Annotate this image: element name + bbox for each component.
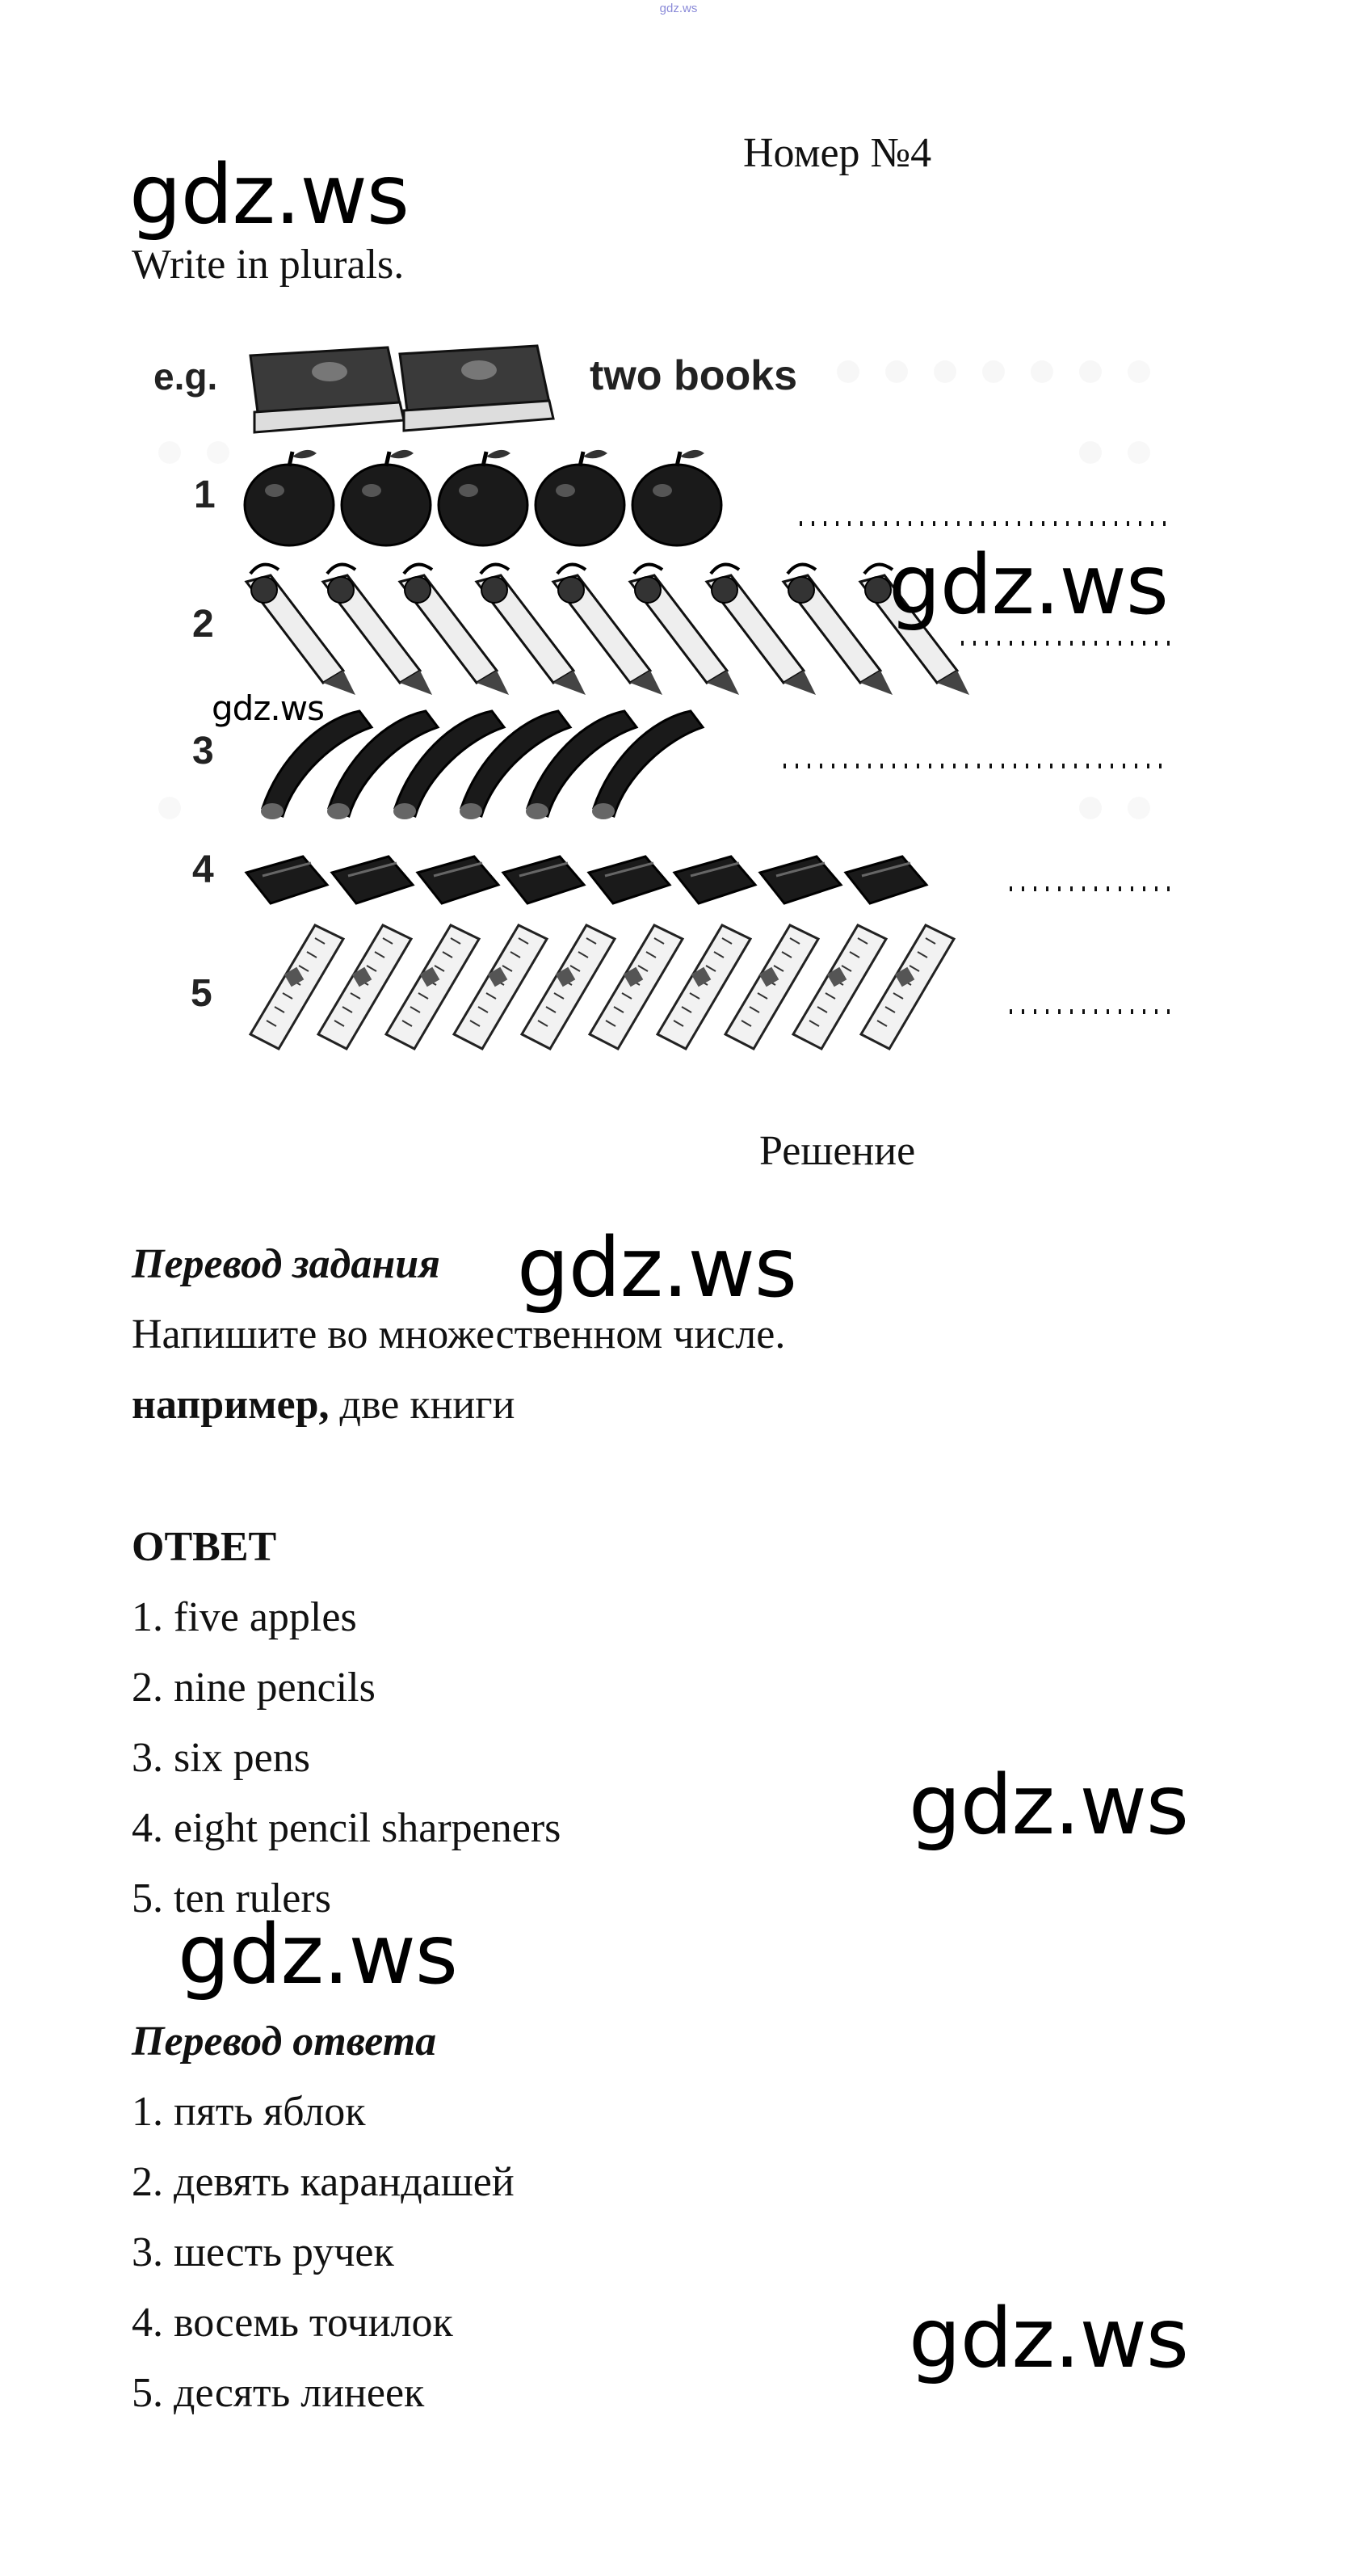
answer-line: 1. five apples bbox=[132, 1594, 357, 1640]
translation-text: Напишите во множественном числе. bbox=[132, 1311, 786, 1357]
answer-translation-line: 1. пять яблок bbox=[132, 2089, 366, 2135]
answer-heading: ОТВЕТ bbox=[132, 1524, 277, 1570]
answer-line: 3. six pens bbox=[132, 1735, 310, 1781]
book-icon bbox=[250, 347, 404, 432]
site-mark: gdz.ws bbox=[659, 2, 698, 15]
row-number-2: 2 bbox=[192, 603, 214, 646]
watermark: gdz.ws bbox=[909, 2291, 1189, 2387]
answer-line: 4. eight pencil sharpeners bbox=[132, 1805, 561, 1851]
sharpener-icon bbox=[589, 857, 670, 903]
example-label: e.g. bbox=[153, 356, 218, 398]
rulers-row bbox=[250, 925, 954, 1049]
sharpener-icon bbox=[418, 857, 498, 903]
apple-icon bbox=[342, 450, 431, 545]
answer-line: 2. nine pencils bbox=[132, 1665, 376, 1711]
watermark: gdz.ws bbox=[517, 1220, 797, 1316]
sharpener-icon bbox=[332, 857, 413, 903]
example-translation bbox=[132, 1381, 515, 1429]
answer-translation-line: 2. девять карандашей bbox=[132, 2159, 515, 2205]
solution-heading: Решение bbox=[759, 1128, 916, 1174]
answer-translation-line: 5. десять линеек bbox=[132, 2370, 425, 2416]
answer-line: 5. ten rulers bbox=[132, 1875, 331, 1921]
apple-icon bbox=[245, 450, 334, 545]
book-icon bbox=[400, 346, 553, 431]
example-answer: two books bbox=[590, 352, 798, 399]
pencils-row bbox=[246, 565, 969, 695]
watermark: gdz.ws bbox=[178, 1907, 458, 2003]
answer-translation-line: 4. восемь точилок bbox=[132, 2300, 453, 2346]
example-rest: две книги bbox=[329, 1382, 515, 1428]
row-number-3: 3 bbox=[192, 730, 214, 772]
sharpener-icon bbox=[760, 857, 841, 903]
watermark: gdz.ws bbox=[129, 147, 410, 243]
pens-row bbox=[261, 711, 703, 819]
example-bold: например, bbox=[132, 1382, 330, 1428]
sharpener-icon bbox=[674, 857, 755, 903]
sharpeners-row bbox=[246, 857, 926, 903]
sharpener-icon bbox=[246, 857, 327, 903]
watermark: gdz.ws bbox=[212, 688, 324, 728]
watermark: gdz.ws bbox=[889, 537, 1169, 633]
answer-translation-heading: Перевод ответа bbox=[132, 2018, 437, 2065]
apple-icon bbox=[536, 450, 624, 545]
row-number-5: 5 bbox=[191, 972, 212, 1015]
task-number-title: Номер №4 bbox=[743, 130, 932, 176]
exercise-illustration bbox=[121, 323, 1204, 1050]
apples-row bbox=[245, 450, 721, 545]
sharpener-icon bbox=[503, 857, 584, 903]
row-number-4: 4 bbox=[192, 848, 214, 891]
answer-translation-line: 3. шесть ручек bbox=[132, 2229, 394, 2275]
apple-icon bbox=[439, 450, 527, 545]
translation-heading: Перевод задания bbox=[132, 1241, 440, 1287]
row-number-1: 1 bbox=[194, 474, 216, 516]
sharpener-icon bbox=[846, 857, 926, 903]
task-instruction: Write in plurals. bbox=[132, 242, 405, 288]
watermark: gdz.ws bbox=[909, 1757, 1189, 1854]
apple-icon bbox=[632, 450, 721, 545]
